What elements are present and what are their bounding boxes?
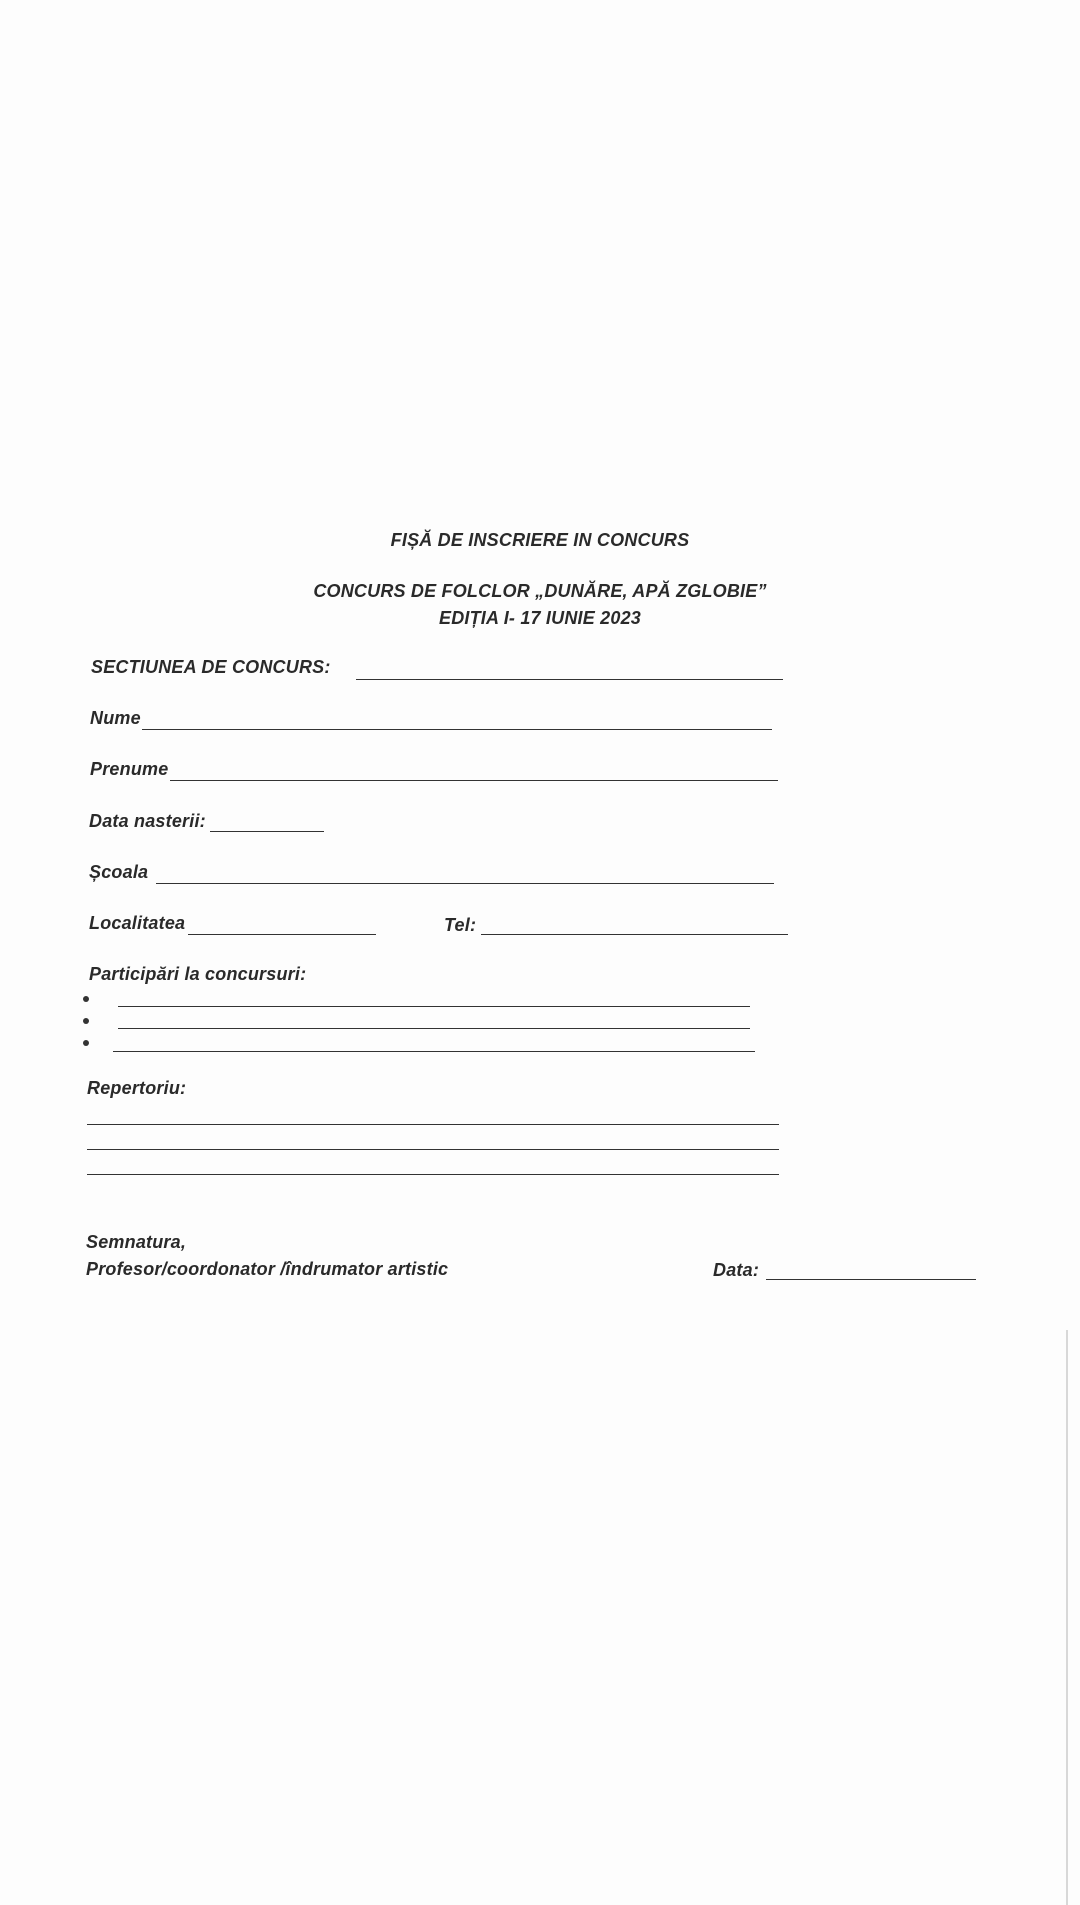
school-label: Școala (89, 862, 149, 882)
first-name-field-line[interactable] (170, 780, 778, 781)
birth-date-label: Data nasterii: (89, 811, 206, 831)
first-name-label: Prenume (90, 759, 169, 779)
phone-field-line[interactable] (481, 934, 788, 935)
participations-label: Participări la concursuri: (89, 964, 307, 984)
page-edge-shadow (1066, 1330, 1068, 1905)
contest-name: CONCURS DE FOLCLOR „DUNĂRE, APĂ ZGLOBIE” (313, 581, 767, 601)
date-field-line[interactable] (766, 1279, 976, 1280)
birth-date-field-line[interactable] (210, 831, 324, 832)
form-title: FIȘĂ DE INSCRIERE IN CONCURS (390, 530, 690, 550)
locality-label: Localitatea (89, 913, 186, 933)
name-field-line[interactable] (142, 729, 772, 730)
name-label: Nume (90, 708, 141, 728)
repertoire-line-2[interactable] (87, 1149, 779, 1150)
section-field-line[interactable] (356, 679, 783, 680)
repertoire-label: Repertoriu: (87, 1078, 187, 1098)
locality-field-line[interactable] (188, 934, 376, 935)
phone-label: Tel: (444, 915, 477, 935)
bullet-icon (83, 1040, 89, 1046)
coordinator-label: Profesor/coordonator /îndrumator artistic (86, 1259, 449, 1279)
bullet-icon (83, 1018, 89, 1024)
repertoire-line-1[interactable] (87, 1124, 779, 1125)
participation-line-3[interactable] (113, 1051, 755, 1052)
school-field-line[interactable] (156, 883, 774, 884)
date-label: Data: (713, 1260, 760, 1280)
participation-line-2[interactable] (118, 1028, 750, 1029)
bullet-icon (83, 996, 89, 1002)
section-label: SECTIUNEA DE CONCURS: (91, 657, 331, 677)
repertoire-line-3[interactable] (87, 1174, 779, 1175)
signature-label: Semnatura, (86, 1232, 187, 1252)
contest-edition: EDIȚIA I- 17 IUNIE 2023 (438, 608, 641, 628)
participation-line-1[interactable] (118, 1006, 750, 1007)
